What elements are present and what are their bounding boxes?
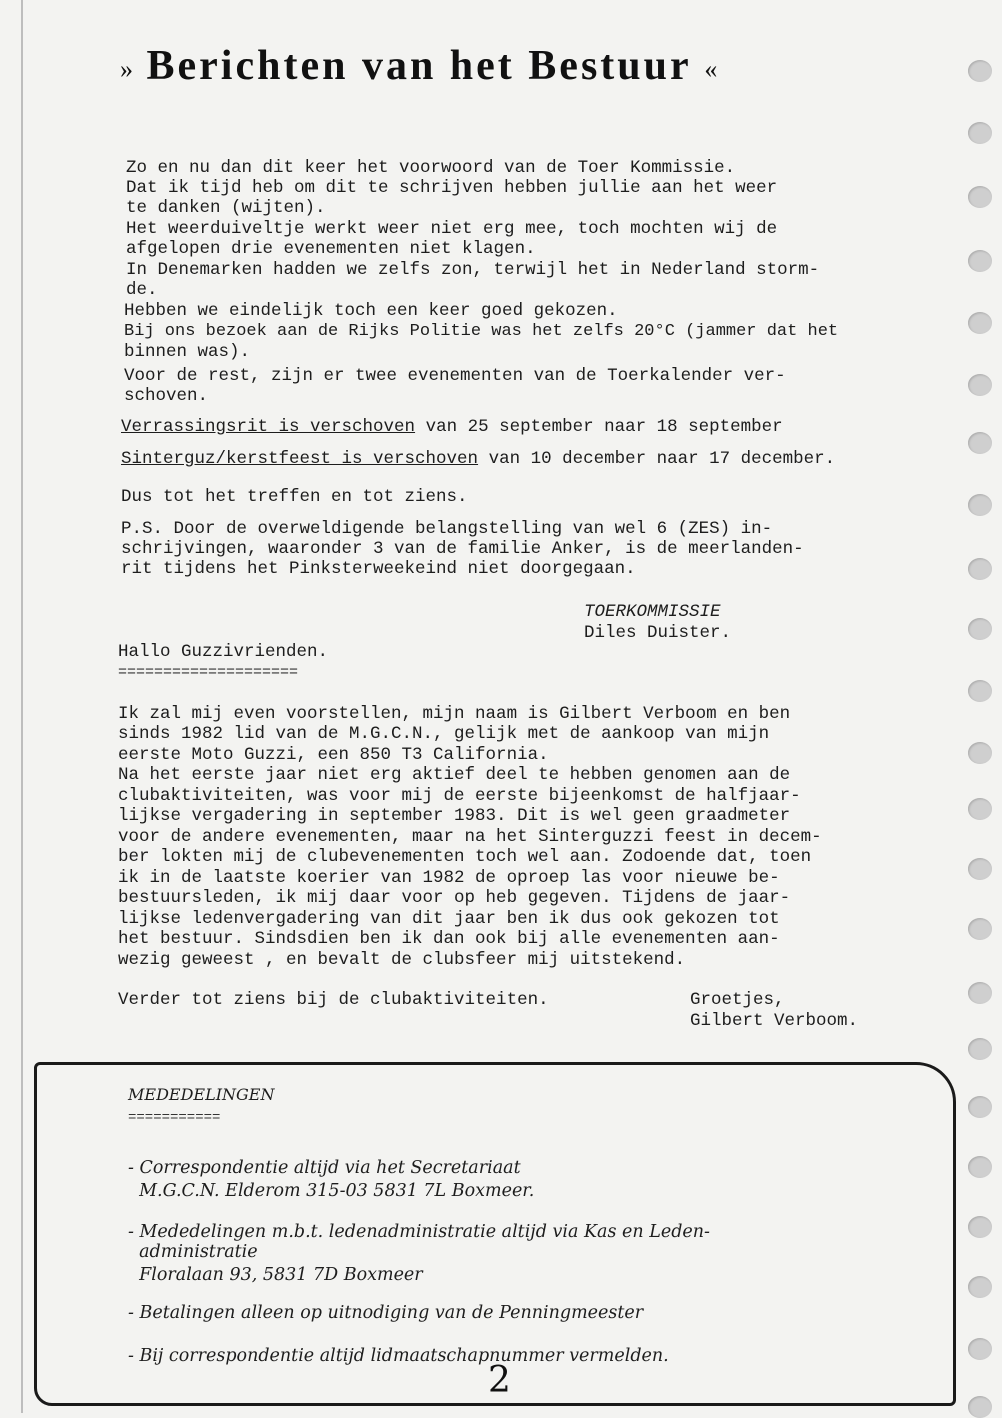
title-text: Berichten van het Bestuur [146,43,691,89]
binder-hole [968,858,992,880]
letter-line: ber lokten mij de clubevenementen toch wel aan. Zodoende dat, toen [118,847,812,867]
letter-line: bestuursleden, ik mij daar voor op heb gegeven. Tijdens de jaar- [118,888,791,908]
intro-line: Bij ons bezoek aan de Rijks Politie was het zelfs 20°C (jammer dat het [124,322,839,341]
intro-line: Zo en nu dan dit keer het voorwoord van de Toer Kommissie. [126,158,736,178]
binder-hole [968,1156,992,1178]
notice-line: - Correspondentie altijd via het Secretariaat [128,1158,521,1178]
intro-line: In Denemarken hadden we zelfs zon, terwijl het in Nederland storm- [126,260,820,280]
binder-hole [968,432,992,454]
change-event: Sinterguz/kerstfeest is verschoven [121,449,479,469]
intro-line: afgelopen drie evenementen niet klagen. [126,239,536,259]
binder-hole [968,918,992,940]
intro-line: Hebben we eindelijk toch een keer goed gekozen. [124,301,618,321]
binder-hole [968,1396,992,1418]
notice-line: M.G.C.N. Elderom 315-03 5831 7L Boxmeer. [128,1181,535,1201]
letter-line: voor de andere evenementen, maar na het Sinterguzzi feest in decem- [118,827,822,847]
page-edge-line [21,0,23,1413]
ps-line: P.S. Door de overweldigende belangstelling van wel 6 (ZES) in- [121,519,773,539]
change-event: Verrassingsrit is verschoven [121,417,416,437]
intro-line: Dat ik tijd heb om dit te schrijven hebben jullie aan het weer [126,178,778,198]
intro-line: schoven. [124,386,209,406]
binder-hole [968,186,992,208]
ps-line: rit tijdens het Pinksterweekeind niet doorgegaan. [121,559,636,579]
binder-hole [968,618,992,640]
letter-line: wezig geweest , en bevalt de clubsfeer mij uitstekend. [118,950,686,970]
letter-line: sinds 1982 lid van de M.G.C.N., gelijk met de aankoop van mijn [118,724,770,744]
letter-line: het bestuur. Sindsdien ben ik dan ook bij alle evenementen aan- [118,929,780,949]
intro-line: te danken (wijten). [126,198,326,218]
binder-hole [968,374,992,396]
signature-name: Diles Duister. [584,623,732,643]
title-open-quote: » [120,54,133,84]
letter-line: lijkse vergadering in september 1983. Dit is wel geen graadmeter [118,806,791,826]
intro-line: Voor de rest, zijn er twee evenementen van de Toerkalender ver- [124,366,786,386]
title-close-quote: « [704,54,718,84]
letter-farewell: Verder tot ziens bij de clubaktiviteiten. [118,990,549,1010]
notice-line: administratie [128,1242,258,1262]
binder-hole [968,1096,992,1118]
letter-line: clubaktiviteiten, was voor mij de eerste bijeenkomst de halfjaar- [118,786,801,806]
binder-hole [968,1338,992,1360]
binder-hole [968,60,992,82]
notices-heading: MEDEDELINGEN [128,1085,275,1104]
change-detail: van 10 december naar 17 december. [478,449,836,469]
binder-hole [968,122,992,144]
letter-line: eerste Moto Guzzi, een 850 T3 California. [118,745,549,765]
binder-hole [968,1038,992,1060]
binder-hole [968,982,992,1004]
schedule-change [121,449,835,470]
binder-hole [968,312,992,334]
binder-holes [968,0,994,1413]
intro-line: Het weerduiveltje werkt weer niet erg mee, toch mochten wij de [126,219,778,239]
letter-line: Na het eerste jaar niet erg aktief deel te hebben genomen aan de [118,765,791,785]
notice-line: - Betalingen alleen op uitnodiging van de Penningmeester [128,1303,644,1323]
signature-org: TOERKOMMISSIE [584,602,721,622]
page-title [120,42,840,90]
binder-hole [968,494,992,516]
binder-hole [968,680,992,702]
letter-signer: Gilbert Verboom. [690,1011,859,1031]
letter-line: ik in de laatste koerier van 1982 de oproep las voor nieuwe be- [118,868,780,888]
schedule-change [121,417,783,438]
change-detail: van 25 september naar 18 september [415,417,783,437]
letter-line: lijkse ledenvergadering van dit jaar ben ik dus ook gekozen tot [118,909,780,929]
binder-hole [968,798,992,820]
binder-hole [968,1216,992,1238]
binder-hole [968,742,992,764]
binder-hole [968,250,992,272]
notices-heading-underline: =========== [128,1110,221,1126]
notice-line: - Mededelingen m.b.t. ledenadministratie altijd via Kas en Leden- [128,1222,710,1242]
ps-line: schrijvingen, waaronder 3 van de familie Anker, is de meerlanden- [121,539,804,559]
intro-line: binnen was). [124,342,251,362]
page-number: 2 [488,1360,511,1401]
closing-line: Dus tot het treffen en tot ziens. [121,487,468,507]
binder-hole [968,1276,992,1298]
intro-line: de. [126,280,158,300]
binder-hole [968,558,992,580]
notice-line: Floralaan 93, 5831 7D Boxmeer [128,1265,423,1285]
notice-line: - Bij correspondentie altijd lidmaatschapnummer vermelden. [128,1346,669,1366]
letter-regards: Groetjes, [690,990,785,1010]
letter-greeting: Hallo Guzzivrienden. [118,642,329,662]
letter-line: Ik zal mij even voorstellen, mijn naam is Gilbert Verboom en ben [118,704,791,724]
greeting-double-underline: ==================== [118,664,299,681]
